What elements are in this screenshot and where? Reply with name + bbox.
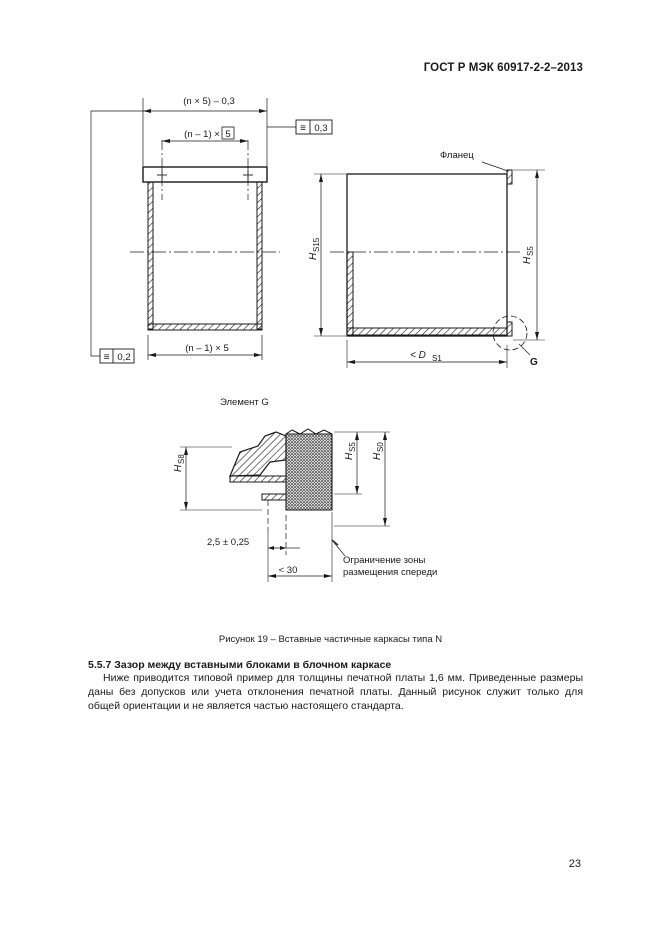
hs0-label [372, 442, 385, 460]
right-flange [507, 170, 512, 184]
ds1-label [410, 350, 442, 363]
section-paragraph: Ниже приводится типовой пример для толщины печатной платы 1,6 мм. Приведенные размеры даны без допусков или учета отклонения печатной платы. Данный рисунок служит только для общей ориентации и не является частью настоящего стандарта. [88, 672, 583, 712]
hs8-label [173, 454, 186, 472]
zone-label-line2: размещения спереди [343, 567, 438, 578]
svg-text:S15: S15 [312, 237, 321, 252]
inner-dimension-text: (n – 1) × [184, 129, 220, 140]
right-view-outline [347, 174, 507, 336]
svg-text:S5: S5 [348, 442, 357, 452]
bottom-dimension-text: (n – 1) × 5 [185, 343, 229, 354]
hs5-label [522, 246, 535, 264]
svg-text:S8: S8 [177, 454, 186, 464]
svg-text:H: H [308, 252, 319, 260]
section-heading: 5.5.7 Зазор между вставными блоками в блочном каркасе [88, 659, 392, 671]
page-number: 23 [568, 858, 581, 870]
symmetry-icon: ≡ [300, 123, 306, 134]
svg-text:H: H [372, 452, 383, 460]
g-label: G [530, 357, 538, 368]
flange-label: Фланец [440, 150, 474, 161]
inner-dimension-boxed-value: 5 [225, 129, 231, 140]
tolerance-bottom-value: 0,2 [117, 352, 131, 363]
tolerance-frame-bottom [100, 349, 134, 363]
svg-text:S0: S0 [376, 442, 385, 452]
svg-text:S5: S5 [526, 246, 535, 256]
right-view [314, 162, 545, 368]
detail-hs5-label [344, 442, 357, 460]
document-header: ГОСТ Р МЭК 60917-2-2–2013 [423, 62, 583, 74]
tolerance-top-value: 0,3 [314, 123, 328, 134]
bottom-wall [148, 324, 262, 330]
left-side-wall [148, 182, 153, 329]
svg-text:< D: < D [410, 350, 426, 361]
svg-text:H: H [522, 256, 533, 264]
hs15-label [308, 237, 321, 260]
tolerance-frame-top [296, 120, 332, 134]
top-dimension-label [183, 96, 235, 107]
svg-text:S1: S1 [432, 354, 442, 363]
svg-text:H: H [173, 464, 184, 472]
figure-caption: Рисунок 19 – Вставные частичные каркасы типа N [218, 634, 443, 645]
zone-label-line1: Ограничение зоны [343, 555, 426, 566]
offset-label: 2,5 ± 0,25 [207, 537, 250, 548]
symmetry-icon: ≡ [103, 352, 110, 363]
width-label: < 30 [278, 565, 298, 576]
svg-text:H: H [344, 452, 355, 460]
top-dimension-text: (n × 5) – 0,3 [183, 96, 235, 107]
right-side-wall [257, 182, 262, 329]
detail-title: Элемент G [220, 397, 269, 408]
